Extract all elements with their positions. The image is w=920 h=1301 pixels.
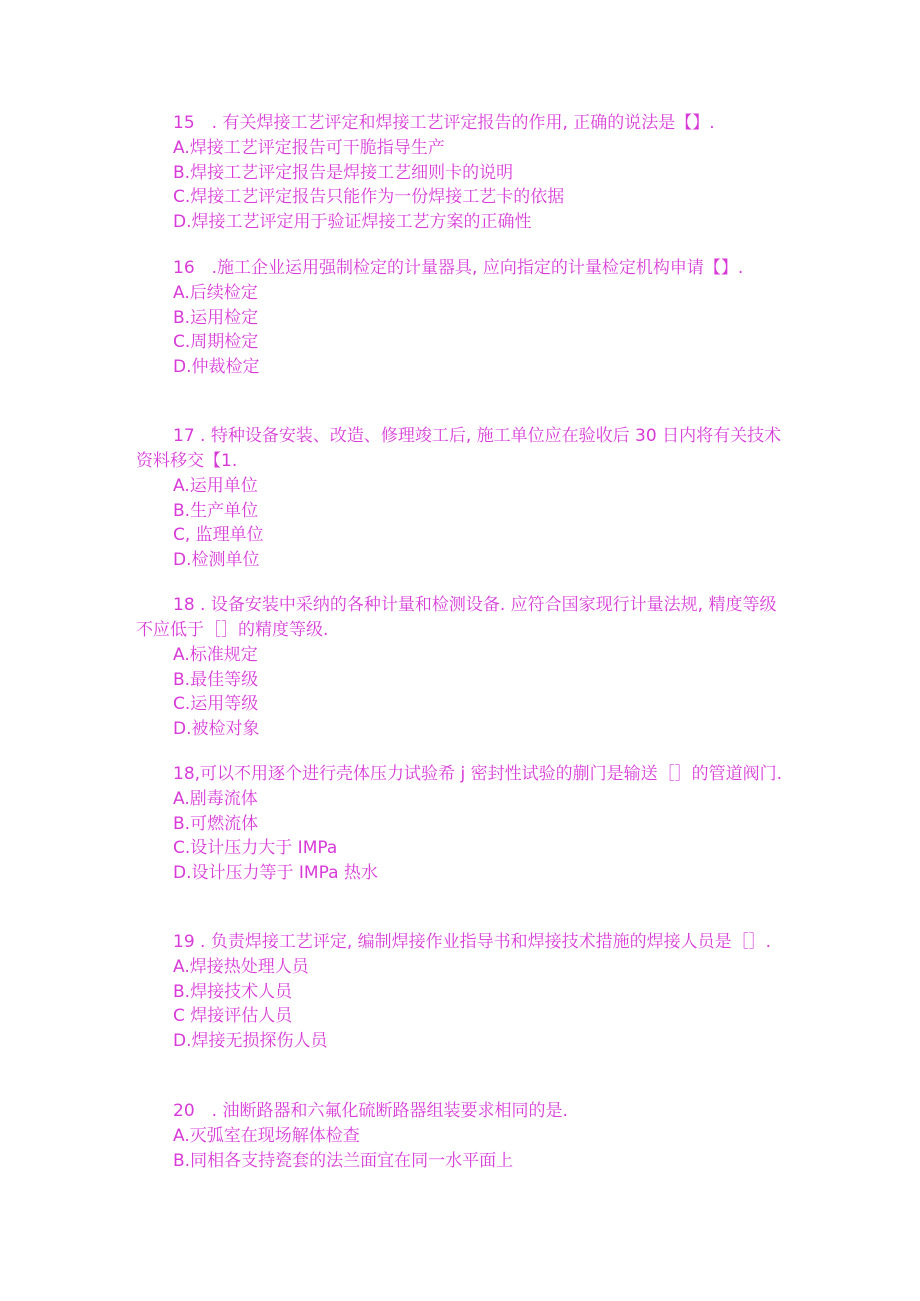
option-b: B.焊接工艺评定报告是焊接工艺细则卡的说明 [173, 162, 514, 183]
option-c: C 焊接评估人员 [173, 1006, 293, 1027]
question-17 [136, 424, 786, 573]
question-stem: 17 . 特种设备安装、改造、修理竣工后, 施工单位应在验收后 30 日内将有关技术资料移交【1. [136, 426, 782, 471]
question-stem: 16 .施工企业运用强制检定的计量器具, 应向指定的计量检定机构申请【】. [173, 258, 744, 278]
question-19 [136, 930, 786, 1054]
question-stem: 18 . 设备安装中采纳的各种计量和检测设备. 应符合国家现行计量法规, 精度等级不应低于［］的精度等级. [136, 595, 777, 640]
option-d: D.焊接工艺评定用于验证焊接工艺方案的正确性 [173, 212, 532, 233]
option-d: D.检测单位 [173, 550, 260, 571]
option-list [136, 1124, 786, 1173]
option-list [136, 281, 786, 380]
option-list [136, 787, 786, 886]
question-stem: 15 . 有关焊接工艺评定和焊接工艺评定报告的作用, 正确的说法是【】. [173, 113, 715, 133]
option-list [136, 474, 786, 573]
option-c: C.焊接工艺评定报告只能作为一份焊接工艺卡的依据 [173, 187, 565, 208]
option-a: A.运用单位 [173, 476, 258, 496]
option-a: A.标准规定 [173, 645, 258, 665]
option-list [136, 643, 786, 742]
question-stem: 18,可以不用逐个进行壳体压力试验希 j 密封性试验的蒯门是输送［］的管道阀门. [173, 764, 782, 784]
option-d: D.焊接无损探伤人员 [173, 1031, 328, 1052]
question-15 [136, 111, 786, 235]
option-b: B.焊接技术人员 [173, 981, 293, 1002]
option-d: D.仲裁检定 [173, 357, 260, 378]
option-a: A.后续检定 [173, 283, 258, 303]
option-list [136, 955, 786, 1054]
option-a: A.剧毒流体 [173, 789, 258, 809]
option-list [136, 136, 786, 235]
option-b: B.最佳等级 [173, 669, 259, 690]
option-a: A.焊接热处理人员 [173, 957, 309, 977]
option-c: C.设计压力大于 IMPa [173, 838, 338, 859]
option-b: B.可燃流体 [173, 813, 259, 834]
option-b: B.生产单位 [173, 500, 259, 521]
question-18-duplicate [136, 762, 786, 886]
option-a: A.灭弧室在现场解体检查 [173, 1126, 360, 1146]
question-stem: 19 . 负责焊接工艺评定, 编制焊接作业指导书和焊接技术措施的焊接人员是［］. [173, 932, 772, 952]
option-c: C.运用等级 [173, 694, 259, 715]
question-20 [136, 1099, 786, 1173]
option-b: B.同相各支持瓷套的法兰面宜在同一水平面上 [173, 1150, 514, 1171]
option-c: C, 监理单位 [173, 525, 264, 546]
question-stem: 20 . 油断路器和六氟化硫断路器组装要求相同的是. [173, 1101, 568, 1121]
option-c: C.周期检定 [173, 332, 259, 353]
question-18 [136, 593, 786, 742]
option-d: D.设计压力等于 IMPa 热水 [173, 863, 378, 884]
question-16 [136, 256, 786, 380]
option-b: B.运用检定 [173, 307, 259, 328]
option-a: A.焊接工艺评定报告可干脆指导生产 [173, 138, 445, 158]
option-d: D.被检对象 [173, 719, 260, 740]
